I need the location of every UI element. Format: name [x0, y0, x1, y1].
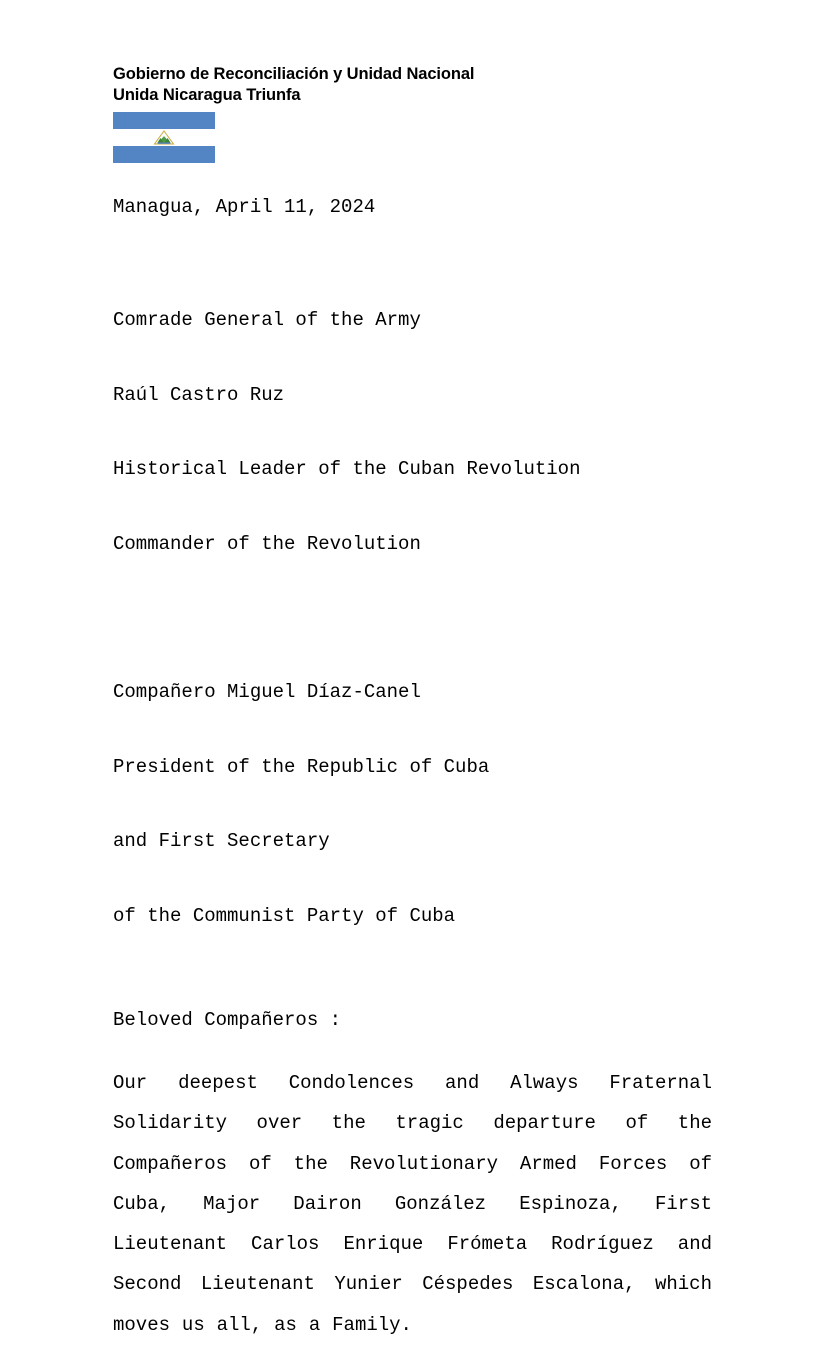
spacer [113, 603, 712, 633]
addressee-secondary-line-3: and First Secretary [113, 830, 330, 852]
addressee-primary-line-4: Commander of the Revolution [113, 532, 421, 555]
nicaragua-coat-of-arms-icon [153, 129, 175, 146]
dateline: Managua, April 11, 2024 [113, 196, 376, 218]
spacer [113, 223, 712, 261]
letterhead-line-1: Gobierno de Reconciliación y Unidad Nacional [113, 65, 475, 83]
flag-stripe-top [113, 112, 215, 129]
spacer [113, 1036, 712, 1063]
flag-stripe-bottom [113, 146, 215, 163]
addressee-secondary-line-4: of the Communist Party of Cuba [113, 904, 456, 927]
addressee-primary-line-2: Raúl Castro Ruz [113, 383, 285, 406]
addressee-primary [113, 261, 712, 603]
spacer [113, 975, 712, 1005]
nicaragua-flag-icon [113, 112, 215, 163]
addressee-secondary-line-1: Compañero Miguel Díaz-Canel [113, 681, 421, 703]
letterhead [113, 64, 753, 106]
addressee-primary-line-3: Historical Leader of the Cuban Revolution [113, 458, 581, 480]
letter-body [113, 192, 712, 1345]
body-paragraph: Our deepest Condolences and Always Fraternal Solidarity over the tragic departure of the Compañeros of the Revolutionary Armed Forces of Cuba, Major Dairon González Espinoza, First Lieutenant Carlos Enrique Frómeta Rodríguez and Second Lieutenant Yunier Céspedes Escalona, which moves us all, as a Family. [113, 1072, 712, 1336]
letterhead-line-2: Unida Nicaragua Triunfa [113, 86, 301, 104]
addressee-secondary [113, 633, 712, 975]
salutation: Beloved Compañeros : [113, 1009, 342, 1031]
addressee-primary-line-1: Comrade General of the Army [113, 309, 421, 331]
addressee-secondary-line-2: President of the Republic of Cuba [113, 755, 490, 778]
